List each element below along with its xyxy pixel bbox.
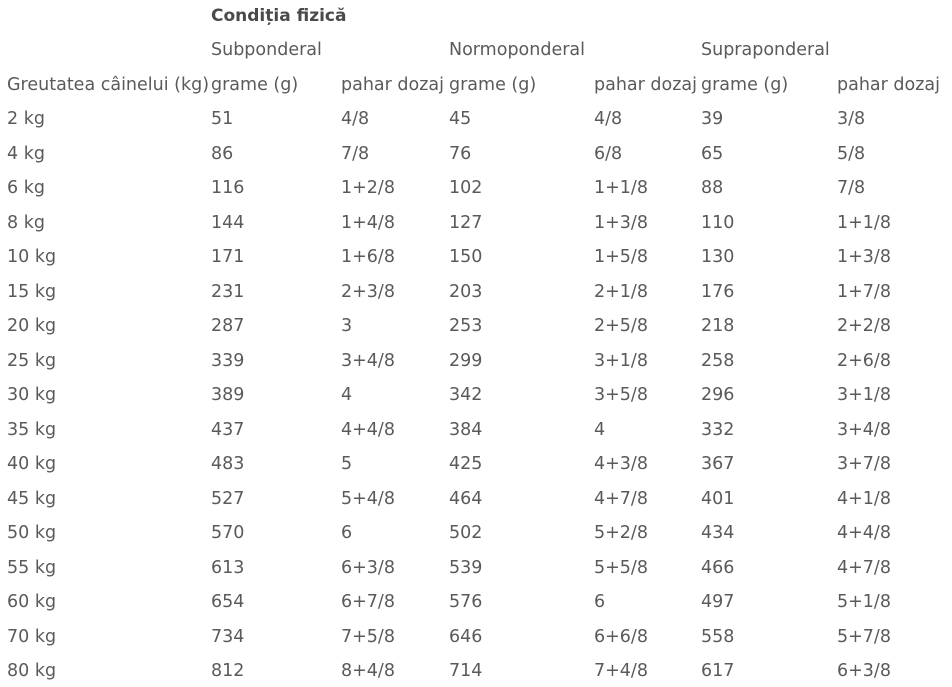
value-cell: 613 [211, 558, 245, 578]
group-normoponderal: Normoponderal [449, 40, 586, 60]
column-header: pahar dozaj [837, 75, 940, 95]
value-cell: 1+4/8 [341, 213, 395, 233]
weight-cell: 45 kg [7, 489, 57, 509]
value-cell: 437 [211, 420, 245, 440]
value-cell: 231 [211, 282, 245, 302]
value-cell: 144 [211, 213, 245, 233]
value-cell: 342 [449, 385, 483, 405]
value-cell: 6+6/8 [594, 627, 648, 647]
value-cell: 203 [449, 282, 483, 302]
value-cell: 5+5/8 [594, 558, 648, 578]
value-cell: 4+3/8 [594, 454, 648, 474]
value-cell: 389 [211, 385, 245, 405]
value-cell: 4+4/8 [341, 420, 395, 440]
value-cell: 4 [594, 420, 606, 440]
value-cell: 401 [701, 489, 735, 509]
value-cell: 3+4/8 [837, 420, 891, 440]
weight-cell: 50 kg [7, 523, 57, 543]
weight-cell: 20 kg [7, 316, 57, 336]
weight-cell: 2 kg [7, 109, 45, 129]
value-cell: 110 [701, 213, 735, 233]
value-cell: 1+1/8 [594, 178, 648, 198]
weight-cell: 8 kg [7, 213, 45, 233]
value-cell: 65 [701, 144, 724, 164]
column-header: pahar dozaj [341, 75, 444, 95]
value-cell: 1+3/8 [837, 247, 891, 267]
value-cell: 39 [701, 109, 724, 129]
value-cell: 1+5/8 [594, 247, 648, 267]
value-cell: 5+1/8 [837, 592, 891, 612]
weight-cell: 25 kg [7, 351, 57, 371]
value-cell: 299 [449, 351, 483, 371]
value-cell: 339 [211, 351, 245, 371]
value-cell: 734 [211, 627, 245, 647]
column-header: grame (g) [449, 75, 537, 95]
group-subponderal: Subponderal [211, 40, 322, 60]
value-cell: 527 [211, 489, 245, 509]
value-cell: 2+3/8 [341, 282, 395, 302]
value-cell: 483 [211, 454, 245, 474]
value-cell: 127 [449, 213, 483, 233]
value-cell: 5/8 [837, 144, 866, 164]
value-cell: 570 [211, 523, 245, 543]
weight-cell: 15 kg [7, 282, 57, 302]
value-cell: 116 [211, 178, 245, 198]
value-cell: 4 [341, 385, 353, 405]
value-cell: 130 [701, 247, 735, 267]
value-cell: 502 [449, 523, 483, 543]
value-cell: 45 [449, 109, 472, 129]
value-cell: 425 [449, 454, 483, 474]
value-cell: 6 [341, 523, 353, 543]
value-cell: 218 [701, 316, 735, 336]
value-cell: 5 [341, 454, 353, 474]
value-cell: 576 [449, 592, 483, 612]
value-cell: 287 [211, 316, 245, 336]
value-cell: 258 [701, 351, 735, 371]
value-cell: 2+2/8 [837, 316, 891, 336]
value-cell: 2+5/8 [594, 316, 648, 336]
weight-cell: 10 kg [7, 247, 57, 267]
value-cell: 617 [701, 661, 735, 681]
column-header: grame (g) [701, 75, 789, 95]
weight-cell: 60 kg [7, 592, 57, 612]
value-cell: 6/8 [594, 144, 623, 164]
value-cell: 3+1/8 [594, 351, 648, 371]
value-cell: 7/8 [837, 178, 866, 198]
value-cell: 332 [701, 420, 735, 440]
value-cell: 367 [701, 454, 735, 474]
value-cell: 2+6/8 [837, 351, 891, 371]
table-title: Condiția fizică [211, 6, 347, 26]
value-cell: 7+4/8 [594, 661, 648, 681]
value-cell: 76 [449, 144, 472, 164]
value-cell: 4+4/8 [837, 523, 891, 543]
value-cell: 646 [449, 627, 483, 647]
value-cell: 812 [211, 661, 245, 681]
value-cell: 4+7/8 [594, 489, 648, 509]
value-cell: 1+7/8 [837, 282, 891, 302]
value-cell: 296 [701, 385, 735, 405]
weight-cell: 35 kg [7, 420, 57, 440]
weight-cell: 55 kg [7, 558, 57, 578]
value-cell: 5+7/8 [837, 627, 891, 647]
value-cell: 434 [701, 523, 735, 543]
value-cell: 464 [449, 489, 483, 509]
column-header: Greutatea câinelui (kg) [7, 75, 210, 95]
value-cell: 1+6/8 [341, 247, 395, 267]
value-cell: 253 [449, 316, 483, 336]
value-cell: 5+4/8 [341, 489, 395, 509]
value-cell: 171 [211, 247, 245, 267]
value-cell: 4+7/8 [837, 558, 891, 578]
value-cell: 1+2/8 [341, 178, 395, 198]
value-cell: 466 [701, 558, 735, 578]
weight-cell: 4 kg [7, 144, 45, 164]
value-cell: 497 [701, 592, 735, 612]
value-cell: 384 [449, 420, 483, 440]
value-cell: 6+3/8 [837, 661, 891, 681]
value-cell: 6+7/8 [341, 592, 395, 612]
value-cell: 7/8 [341, 144, 370, 164]
weight-cell: 80 kg [7, 661, 57, 681]
value-cell: 102 [449, 178, 483, 198]
weight-cell: 6 kg [7, 178, 45, 198]
value-cell: 176 [701, 282, 735, 302]
value-cell: 4/8 [594, 109, 623, 129]
value-cell: 1+1/8 [837, 213, 891, 233]
value-cell: 3/8 [837, 109, 866, 129]
value-cell: 86 [211, 144, 234, 164]
column-header: pahar dozaj [594, 75, 697, 95]
column-header: grame (g) [211, 75, 299, 95]
value-cell: 654 [211, 592, 245, 612]
weight-cell: 40 kg [7, 454, 57, 474]
value-cell: 88 [701, 178, 724, 198]
weight-cell: 70 kg [7, 627, 57, 647]
value-cell: 4/8 [341, 109, 370, 129]
value-cell: 150 [449, 247, 483, 267]
value-cell: 3+4/8 [341, 351, 395, 371]
value-cell: 3+5/8 [594, 385, 648, 405]
value-cell: 3+7/8 [837, 454, 891, 474]
value-cell: 2+1/8 [594, 282, 648, 302]
value-cell: 558 [701, 627, 735, 647]
value-cell: 6+3/8 [341, 558, 395, 578]
value-cell: 3+1/8 [837, 385, 891, 405]
value-cell: 6 [594, 592, 606, 612]
value-cell: 5+2/8 [594, 523, 648, 543]
value-cell: 539 [449, 558, 483, 578]
value-cell: 1+3/8 [594, 213, 648, 233]
value-cell: 714 [449, 661, 483, 681]
value-cell: 7+5/8 [341, 627, 395, 647]
value-cell: 8+4/8 [341, 661, 395, 681]
value-cell: 51 [211, 109, 234, 129]
weight-cell: 30 kg [7, 385, 57, 405]
value-cell: 3 [341, 316, 353, 336]
group-supraponderal: Supraponderal [701, 40, 830, 60]
value-cell: 4+1/8 [837, 489, 891, 509]
